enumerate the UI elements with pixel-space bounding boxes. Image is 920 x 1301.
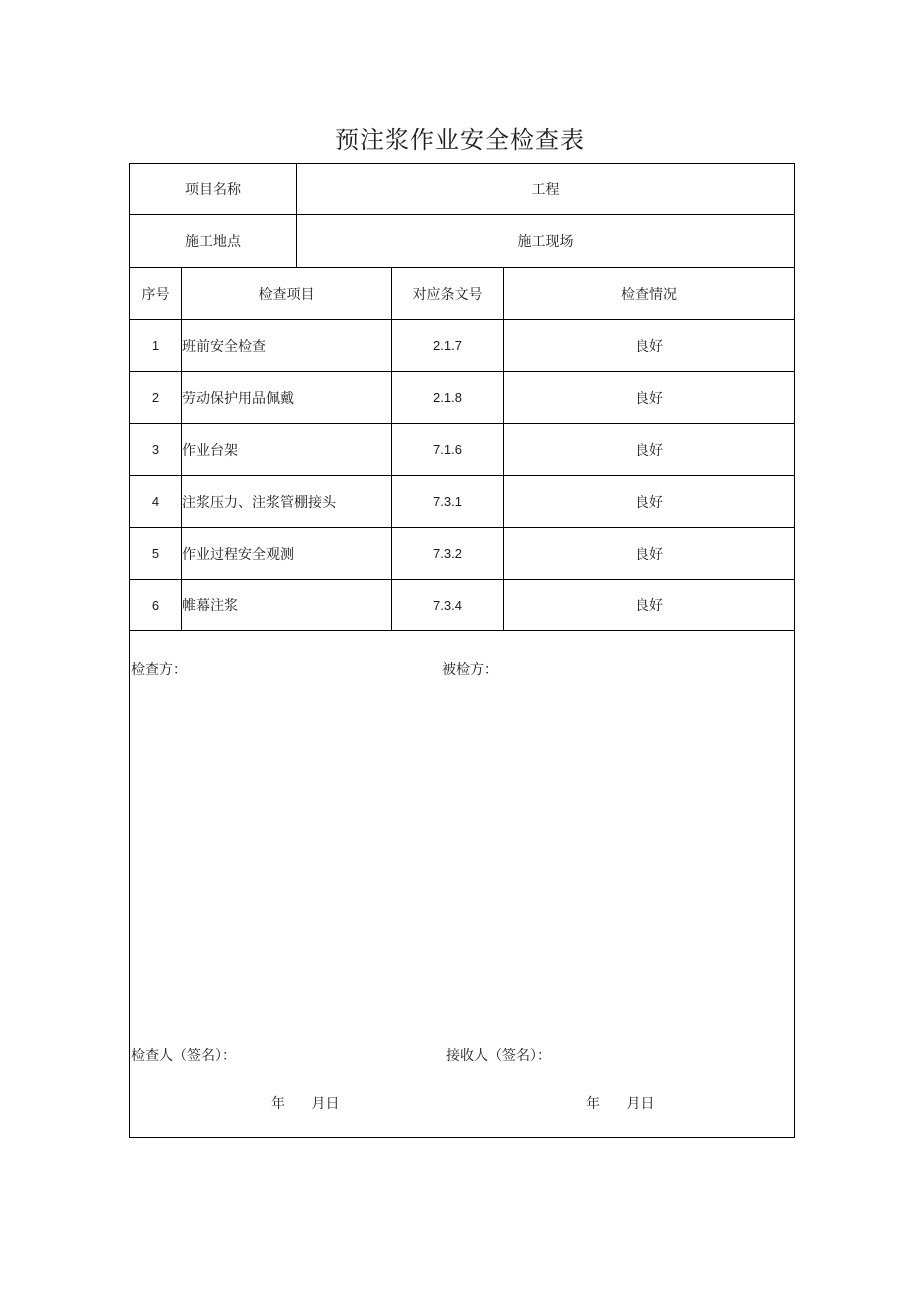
row-item: 班前安全检查 [182, 338, 266, 355]
row-no: 2 [151, 390, 160, 405]
inspection-form [129, 163, 795, 1138]
receiver-date: 年 月日 [586, 1096, 655, 1112]
row-item: 作业台架 [182, 442, 238, 459]
row-clause: 7.3.2 [433, 546, 462, 561]
row-clause: 7.3.4 [433, 597, 462, 613]
row-no: 4 [151, 494, 160, 509]
row-no: 6 [151, 597, 160, 613]
row-item: 帷幕注浆 [182, 598, 238, 614]
site-label: 施工地点 [185, 234, 241, 250]
row-item: 作业过程安全观测 [182, 546, 294, 563]
row-status: 良好 [635, 546, 663, 563]
inspector-party-label: 检查方： [131, 662, 187, 678]
row-item: 注浆压力、注浆管棚接头 [182, 494, 336, 511]
header-item: 检查项目 [258, 286, 315, 303]
row-no: 1 [151, 338, 160, 353]
row-no: 3 [151, 442, 160, 457]
row-clause: 2.1.8 [433, 390, 462, 405]
row-clause: 7.3.1 [433, 494, 462, 509]
receiver-signature-label: 接收人（签名）： [446, 1048, 551, 1064]
row-clause: 2.1.7 [433, 338, 462, 353]
row-status: 良好 [635, 442, 663, 459]
row-status: 良好 [635, 598, 663, 614]
inspector-date: 年 月日 [271, 1096, 340, 1112]
header-clause: 对应条文号 [412, 286, 483, 303]
header-no: 序号 [141, 286, 170, 303]
row-item: 劳动保护用品佩戴 [182, 390, 294, 407]
inspector-signature-label: 检查人（签名）： [131, 1048, 236, 1064]
page-title: 预注浆作业安全检查表 [335, 126, 585, 154]
site-value: 施工现场 [517, 234, 574, 250]
row-no: 5 [151, 546, 160, 561]
row-clause: 7.1.6 [433, 442, 462, 457]
project-name-label: 项目名称 [185, 182, 241, 198]
row-divider [130, 630, 794, 631]
header-status: 检查情况 [621, 286, 677, 303]
row-status: 良好 [635, 390, 663, 407]
row-status: 良好 [635, 494, 663, 511]
project-name-value: 工程 [531, 182, 560, 198]
inspected-party-label: 被检方： [442, 662, 498, 678]
row-status: 良好 [635, 338, 663, 355]
